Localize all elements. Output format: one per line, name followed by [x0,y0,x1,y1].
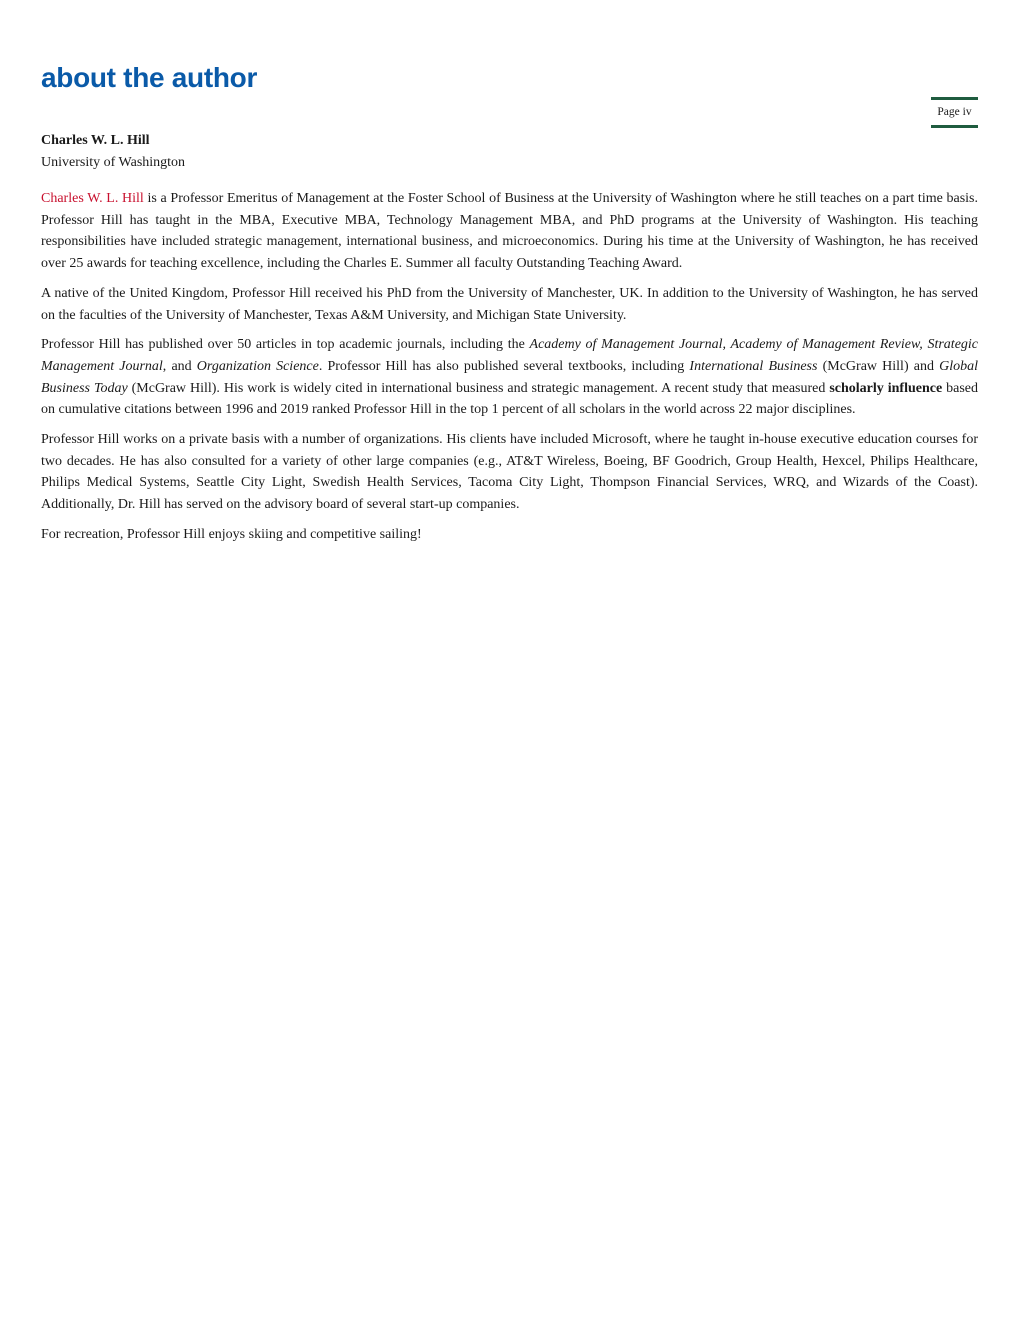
page-number-label: Page iv [931,97,978,128]
paragraph-text: based on cumulative citations between 1996 and 2019 ranked Professor Hill in the top 1 percent of all scholars in the world across 22 major disciplines. [41,380,978,418]
bio-paragraph-1 [41,188,978,275]
author-name: Charles W. L. Hill [41,133,150,148]
journal-title: Organization Science [196,358,319,374]
paragraph-text: , and [162,358,197,374]
page-title: about the author [41,62,258,93]
biography-body [41,188,978,554]
paragraph-text: is a Professor Emeritus of Management at the Foster School of Business at the University of Washington where he still teaches on a part time basis. Professor Hill has taught in the MBA, Executive MBA, Technology Management MBA, and PhD programs at the University of Washington. His teaching responsibilities have included strategic management, international business, and microeconomics. During his time at the University of Washington, he has received over 25 awards for teaching excellence, including the Charles E. Summer all faculty Outstanding Teaching Award. [41,191,978,272]
paragraph-text: . Professor Hill has also published several textbooks, including [318,358,690,374]
journal-titles: Academy of Management Journal, Academy of Management Review, Strategic Management Journal [41,337,979,374]
bio-paragraph-4: Professor Hill works on a private basis with a number of organizations. His clients have included Microsoft, where he taught in-house executive education courses for two decades. He has also consulted for a variety of other large companies (e.g., AT&T Wireless, Boeing, BF Goodrich, Group Health, Hexcel, Philips Healthcare, Philips Medical Systems, Seattle City Light, Swedish Health Services, Tacoma City Light, Thompson Financial Services, WRQ, and Wizards of the Coast). Additionally, Dr. Hill has served on the advisory board of several start-up companies. [41,432,978,513]
book-title: International Business [689,358,818,374]
key-term: scholarly influence [829,380,943,396]
book-title: Global Business Today [41,358,978,396]
bio-paragraph-3 [41,334,978,421]
author-block [41,130,185,174]
author-affiliation: University of Washington [41,155,186,170]
author-name-highlight: Charles W. L. Hill [41,191,144,206]
paragraph-text: Professor Hill has published over 50 articles in top academic journals, including the [41,337,530,353]
paragraph-text: (McGraw Hill) and [817,358,940,374]
paragraph-text: (McGraw Hill). His work is widely cited in international business and strategic management. A recent study that measured [127,380,830,396]
bio-paragraph-2: A native of the United Kingdom, Professor Hill received his PhD from the University of Manchester, UK. In addition to the University of Washington, he has served on the faculties of the University of Manchester, Texas A&M University, and Michigan State University. [41,285,978,323]
bio-paragraph-5: For recreation, Professor Hill enjoys skiing and competitive sailing! [41,526,422,542]
